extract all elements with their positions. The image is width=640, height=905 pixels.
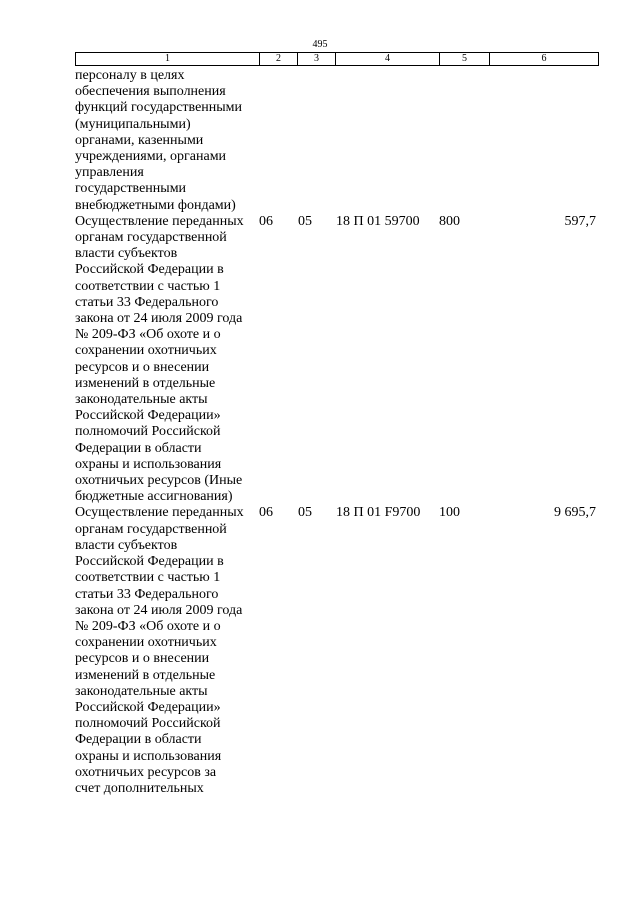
row-description: Осуществление переданных органам государственной власти субъектов Российской Федерации в соответствии с частью 1 статьи 33 Федерального закона от 24 июля 2009 года № 209-ФЗ «Об охоте и о сохранении охотничьих ресурсов и о внесении изменений в отдельные законодательные акты Российской Федерации» полномочий Российской Федерации в области охраны и использования охотничьих ресурсов за счет дополнительных [75, 505, 244, 796]
row-rz-code: 06 [259, 505, 273, 521]
row-sum: 9 695,7 [554, 505, 596, 521]
row-target-article-code: 18 П 01 F9700 [336, 505, 421, 521]
column-header-3: 3 [298, 53, 336, 66]
table-body [75, 68, 598, 797]
column-header-5: 5 [440, 53, 490, 66]
column-header-6: 6 [490, 53, 599, 66]
row-target-article-code: 18 П 01 59700 [336, 213, 420, 229]
column-header-table [75, 52, 599, 66]
table-row [75, 505, 598, 797]
row-pr-code: 05 [298, 505, 312, 521]
column-header-4: 4 [336, 53, 440, 66]
column-header-1: 1 [76, 53, 260, 66]
row-description: Осуществление переданных органам государственной власти субъектов Российской Федерации в соответствии с частью 1 статьи 33 Федерального закона от 24 июля 2009 года № 209-ФЗ «Об охоте и о сохранении охотничьих ресурсов и о внесении изменений в отдельные законодательные акты Российской Федерации» полномочий Российской Федерации в области охраны и использования охотничьих ресурсов (Иные бюджетные ассигнования) [75, 213, 244, 505]
page-number: 495 [312, 39, 328, 50]
row-expense-type-code: 800 [439, 213, 460, 229]
row-pr-code: 05 [298, 213, 312, 229]
table-row [75, 214, 598, 506]
row-expense-type-code: 100 [439, 505, 460, 521]
row-rz-code: 06 [259, 213, 273, 229]
row-description: персоналу в целях обеспечения выполнения функций государственными (муниципальными) органами, казенными учреждениями, органами управления государственными внебюджетными фондами) [75, 68, 243, 213]
column-header-row [76, 53, 599, 66]
row-sum: 597,7 [564, 213, 596, 229]
table-row [75, 68, 598, 214]
column-header-2: 2 [260, 53, 298, 66]
